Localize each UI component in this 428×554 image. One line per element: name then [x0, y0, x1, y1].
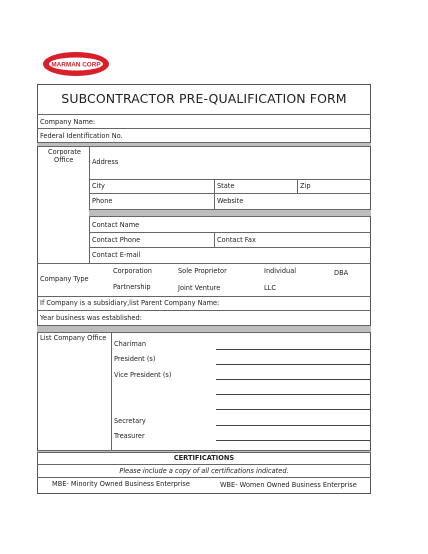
list-company-office-label: List Company Office	[40, 334, 107, 342]
signature-line[interactable]	[216, 394, 370, 395]
company-type-label: Company Type	[40, 275, 89, 283]
signature-line[interactable]	[216, 425, 370, 426]
contact-phone-label: Contact Phone	[92, 236, 141, 244]
divider	[37, 114, 371, 115]
officer-treasurer-label: Treasurer	[114, 432, 145, 440]
contact-name-label: Contact Name	[92, 221, 140, 229]
company-type-partnership: Partnership	[113, 283, 151, 291]
federal-id-label: Federal Identification No.	[40, 132, 123, 140]
signature-line[interactable]	[216, 364, 370, 365]
form-title: SUBCONTRACTOR PRE-QUALIFICATION FORM	[61, 91, 347, 106]
signature-line[interactable]	[216, 379, 370, 380]
parent-company-label: If Company is a subsidiary,list Parent Company Name:	[40, 299, 220, 307]
divider	[37, 128, 371, 129]
certifications-heading: CERTIFICATIONS	[173, 454, 235, 462]
officer-chairman-label: Chariman	[114, 340, 147, 348]
divider	[214, 232, 215, 247]
divider	[89, 179, 371, 180]
company-type-individual: Individual	[264, 267, 297, 275]
wbe-label: WBE- Women Owned Business Enterprise	[220, 481, 357, 489]
divider	[214, 179, 215, 209]
officer-secretary-label: Secretary	[114, 417, 146, 425]
divider	[37, 296, 371, 297]
divider	[297, 179, 298, 193]
year-established-label: Year business was established:	[40, 314, 142, 322]
signature-line[interactable]	[216, 349, 370, 350]
company-type-llc: LLC	[264, 284, 276, 292]
divider	[89, 193, 371, 194]
logo-text: MARMAN CORP	[51, 61, 101, 69]
certifications-note: Please include a copy of all certifications indicated.	[119, 467, 289, 475]
signature-line[interactable]	[216, 440, 370, 441]
divider	[37, 477, 371, 478]
company-type-dba: DBA	[334, 269, 349, 277]
phone-label: Phone	[92, 197, 113, 205]
mbe-label: MBE- Minority Owned Business Enterprise	[52, 480, 190, 488]
company-type-joint-venture: Joint Venture	[178, 284, 221, 292]
marman-corp-logo	[42, 51, 110, 77]
city-label: City	[92, 182, 105, 190]
corporate-office-label: Corporate	[48, 148, 81, 156]
contact-email-label: Contact E-mail	[92, 251, 141, 259]
zip-label: Zip	[300, 182, 311, 190]
divider	[37, 464, 371, 465]
state-label: State	[217, 182, 235, 190]
divider	[89, 232, 371, 233]
section-band	[37, 142, 371, 147]
contact-fax-label: Contact Fax	[217, 236, 256, 244]
divider	[37, 310, 371, 311]
divider	[89, 147, 90, 263]
divider	[111, 333, 112, 450]
signature-line[interactable]	[216, 409, 370, 410]
divider	[37, 263, 371, 264]
section-band	[37, 325, 371, 333]
company-name-label: Company Name:	[40, 118, 96, 126]
section-band	[89, 209, 371, 217]
officer-president-label: President (s)	[114, 355, 156, 363]
section-band	[37, 450, 371, 453]
website-label: Website	[217, 197, 244, 205]
corporate-office-label-2: Office	[54, 156, 74, 164]
divider	[89, 247, 371, 248]
officer-vice-president-label: Vice President (s)	[114, 371, 172, 379]
company-type-corporation: Corporation	[113, 267, 152, 275]
company-type-sole-proprietor: Sole Proprietor	[178, 267, 227, 275]
address-label: Address	[92, 158, 119, 166]
